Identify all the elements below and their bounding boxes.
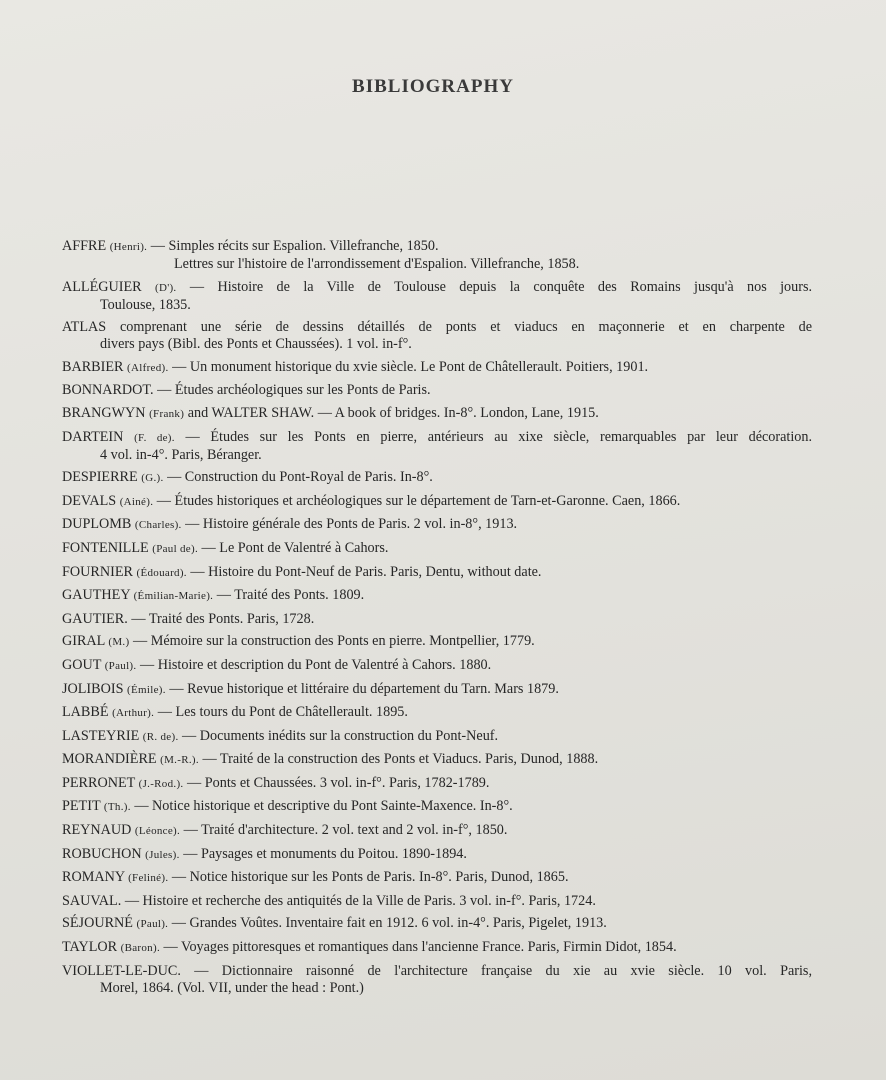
entry-author: DUPLOMB xyxy=(62,516,132,533)
entry-text: — Traité des Ponts. Paris, 1728. xyxy=(131,610,315,627)
bibliography-list xyxy=(62,238,812,1002)
entry-author: GIRAL xyxy=(62,633,105,650)
entry-author: SÉJOURNÉ xyxy=(62,915,133,932)
bibliography-entry xyxy=(62,846,812,864)
entry-text: — Traité d'architecture. 2 vol. text and 2 vol. in-f°, 1850. xyxy=(183,822,508,839)
entry-author: ALLÉGUIER xyxy=(62,278,142,295)
entry-text: — Notice historique sur les Ponts de Paris. In-8°. Paris, Dunod, 1865. xyxy=(171,869,569,886)
entry-author: GAUTIER. xyxy=(62,610,128,627)
entry-qualifier: (M.) xyxy=(108,636,130,649)
entry-author: VIOLLET-LE-DUC. xyxy=(62,962,181,979)
entry-author: AFFRE xyxy=(62,238,107,254)
entry-author: SAUVAL. xyxy=(62,892,122,909)
entry-text: — Un monument historique du xvie siècle. Le Pont de Châtellerault. Poitiers, 1901. xyxy=(172,358,649,375)
entry-text: — Histoire du Pont-Neuf de Paris. Paris, Dentu, without date. xyxy=(190,563,542,580)
bibliography-entry xyxy=(62,775,812,793)
entry-qualifier: (Baron). xyxy=(120,942,160,955)
entry-qualifier: (Feliné). xyxy=(128,872,169,885)
entry-text: — Voyages pittoresques et romantiques dans l'ancienne France. Paris, Firmin Didot, 1854. xyxy=(163,939,677,956)
entry-author: REYNAUD xyxy=(62,822,132,839)
bibliography-entry xyxy=(62,893,812,910)
entry-text-continued: Lettres sur l'histoire de l'arrondissement d'Espalion. Villefranche, 1858. xyxy=(174,256,580,272)
entry-author: GOUT xyxy=(62,656,102,673)
entry-text: — Traité de la construction des Ponts et Viaducs. Paris, Dunod, 1888. xyxy=(202,751,599,768)
bibliography-entry xyxy=(62,564,812,582)
entry-text: — Construction du Pont-Royal de Paris. In-8°. xyxy=(167,469,433,486)
entry-text: — Histoire de la Ville de Toulouse depuis la conquête des Romains jusqu'à nos jours. xyxy=(189,278,813,295)
entry-qualifier: (Alfred). xyxy=(127,361,169,374)
bibliography-entry xyxy=(62,939,812,957)
entry-qualifier: (Émile). xyxy=(127,683,166,696)
entry-text: — Notice historique et descriptive du Pont Sainte-Maxence. In-8°. xyxy=(134,798,513,815)
bibliography-entry xyxy=(62,279,812,314)
entry-qualifier: (Th.). xyxy=(103,801,131,814)
entry-text: — Histoire générale des Ponts de Paris. 2 vol. in-8°, 1913. xyxy=(185,516,518,533)
entry-author: ROBUCHON xyxy=(62,845,142,862)
entry-author: LASTEYRIE xyxy=(62,727,140,744)
entry-qualifier: (Paul de). xyxy=(152,542,198,555)
entry-text: — Dictionnaire raisonné de l'architecture française du xie au xvie siècle. 10 vol. Paris, xyxy=(194,962,813,979)
entry-text: — Le Pont de Valentré à Cahors. xyxy=(201,539,389,556)
bibliography-entry xyxy=(62,798,812,816)
entry-text: — Études historiques et archéologiques sur le département de Tarn-et-Garonne. Caen, 1866. xyxy=(156,492,681,509)
bibliography-entry xyxy=(62,751,812,769)
entry-author: LABBÉ xyxy=(62,704,109,721)
bibliography-entry xyxy=(62,681,812,699)
entry-text: — Ponts et Chaussées. 3 vol. in-f°. Paris, 1782-1789. xyxy=(187,774,490,791)
entry-text: — Études sur les Ponts en pierre, antérieurs au xixe siècle, remarquables par leur décoration. xyxy=(185,428,813,445)
entry-author: FOURNIER xyxy=(62,563,133,580)
bibliography-entry xyxy=(62,319,812,353)
entry-qualifier: (R. de). xyxy=(142,730,179,743)
entry-text: — Paysages et monuments du Poitou. 1890-1894. xyxy=(183,845,467,862)
bibliography-entry xyxy=(62,915,812,933)
entry-author: DEVALS xyxy=(62,492,117,509)
entry-text-continued: divers pays (Bibl. des Ponts et Chaussées). 1 vol. in-f°. xyxy=(100,336,412,353)
entry-qualifier: (Émilian-Marie). xyxy=(133,590,214,603)
entry-author: TAYLOR xyxy=(62,939,118,956)
bibliography-entry xyxy=(62,516,812,534)
entry-qualifier: (J.-Rod.). xyxy=(138,777,184,790)
entry-author: JOLIBOIS xyxy=(62,680,124,697)
entry-qualifier: (Paul). xyxy=(136,918,169,931)
bibliography-entry xyxy=(62,728,812,746)
entry-qualifier: (Charles). xyxy=(134,519,182,532)
bibliography-entry xyxy=(62,382,812,399)
entry-qualifier: (Henri). xyxy=(109,241,148,253)
entry-qualifier: (M.-R.). xyxy=(160,754,199,767)
entry-qualifier: (Frank) xyxy=(149,407,185,420)
entry-author: BONNARDOT. xyxy=(62,382,154,399)
entry-author: BRANGWYN xyxy=(62,404,146,421)
entry-text: — Histoire et description du Pont de Valentré à Cahors. 1880. xyxy=(139,656,492,673)
entry-qualifier: (Paul). xyxy=(104,659,137,672)
entry-text-continued: Morel, 1864. (Vol. VII, under the head : Pont.) xyxy=(100,979,364,996)
entry-text: — Traité des Ponts. 1809. xyxy=(216,587,365,604)
entry-text: — Revue historique et littéraire du département du Tarn. Mars 1879. xyxy=(169,680,559,697)
bibliography-entry xyxy=(62,469,812,487)
entry-text: — Histoire et recherche des antiquités de la Ville de Paris. 3 vol. in-f°. Paris, 1724. xyxy=(124,892,596,909)
bibliography-entry xyxy=(62,238,812,273)
bibliography-entry xyxy=(62,963,812,997)
bibliography-entry xyxy=(62,869,812,887)
entry-author: FONTENILLE xyxy=(62,539,149,556)
page-title: BIBLIOGRAPHY xyxy=(352,76,514,97)
entry-author: BARBIER xyxy=(62,358,124,375)
entry-author: PETIT xyxy=(62,798,101,815)
entry-qualifier: (Arthur). xyxy=(112,707,155,720)
entry-text: — Les tours du Pont de Châtellerault. 1895. xyxy=(157,704,408,721)
entry-qualifier: (Jules). xyxy=(145,848,180,861)
entry-text: — Simples récits sur Espalion. Villefranche, 1850. xyxy=(150,238,439,254)
entry-author: DARTEIN xyxy=(62,428,124,445)
entry-qualifier: (D'). xyxy=(154,281,177,294)
bibliography-entry xyxy=(62,704,812,722)
bibliography-entry xyxy=(62,611,812,628)
entry-author: PERRONET xyxy=(62,774,136,791)
entry-text: — Études archéologiques sur les Ponts de Paris. xyxy=(157,382,431,399)
entry-author: GAUTHEY xyxy=(62,587,131,604)
entry-qualifier: (Léonce). xyxy=(134,825,181,838)
bibliography-entry xyxy=(62,429,812,464)
entry-author: DESPIERRE xyxy=(62,469,138,486)
bibliography-entry xyxy=(62,822,812,840)
bibliography-entry xyxy=(62,587,812,605)
bibliography-entry xyxy=(62,657,812,675)
entry-qualifier: (Ainé). xyxy=(119,495,154,508)
entry-text: comprenant une série de dessins détaillés de ponts et viaducs en maçonnerie et en charpente de xyxy=(119,319,813,336)
entry-text: — Mémoire sur la construction des Ponts en pierre. Montpellier, 1779. xyxy=(132,633,535,650)
entry-text-continued: 4 vol. in-4°. Paris, Béranger. xyxy=(100,446,262,463)
entry-author: MORANDIÈRE xyxy=(62,751,157,768)
entry-qualifier: (Édouard). xyxy=(136,566,187,579)
bibliography-entry xyxy=(62,493,812,511)
entry-text: and WALTER SHAW. — A book of bridges. In-8°. London, Lane, 1915. xyxy=(187,404,599,421)
entry-qualifier: (F. de). xyxy=(134,431,175,444)
bibliography-entry xyxy=(62,359,812,377)
entry-text-continued: Toulouse, 1835. xyxy=(100,296,191,313)
bibliography-entry xyxy=(62,633,812,651)
entry-qualifier: (G.). xyxy=(141,472,164,485)
bibliography-entry xyxy=(62,540,812,558)
entry-text: — Documents inédits sur la construction du Pont-Neuf. xyxy=(182,727,499,744)
entry-text: — Grandes Voûtes. Inventaire fait en 1912. 6 vol. in-4°. Paris, Pigelet, 1913. xyxy=(171,915,607,932)
entry-author: ROMANY xyxy=(62,869,125,886)
entry-author: ATLAS xyxy=(62,319,107,336)
bibliography-entry xyxy=(62,405,812,423)
